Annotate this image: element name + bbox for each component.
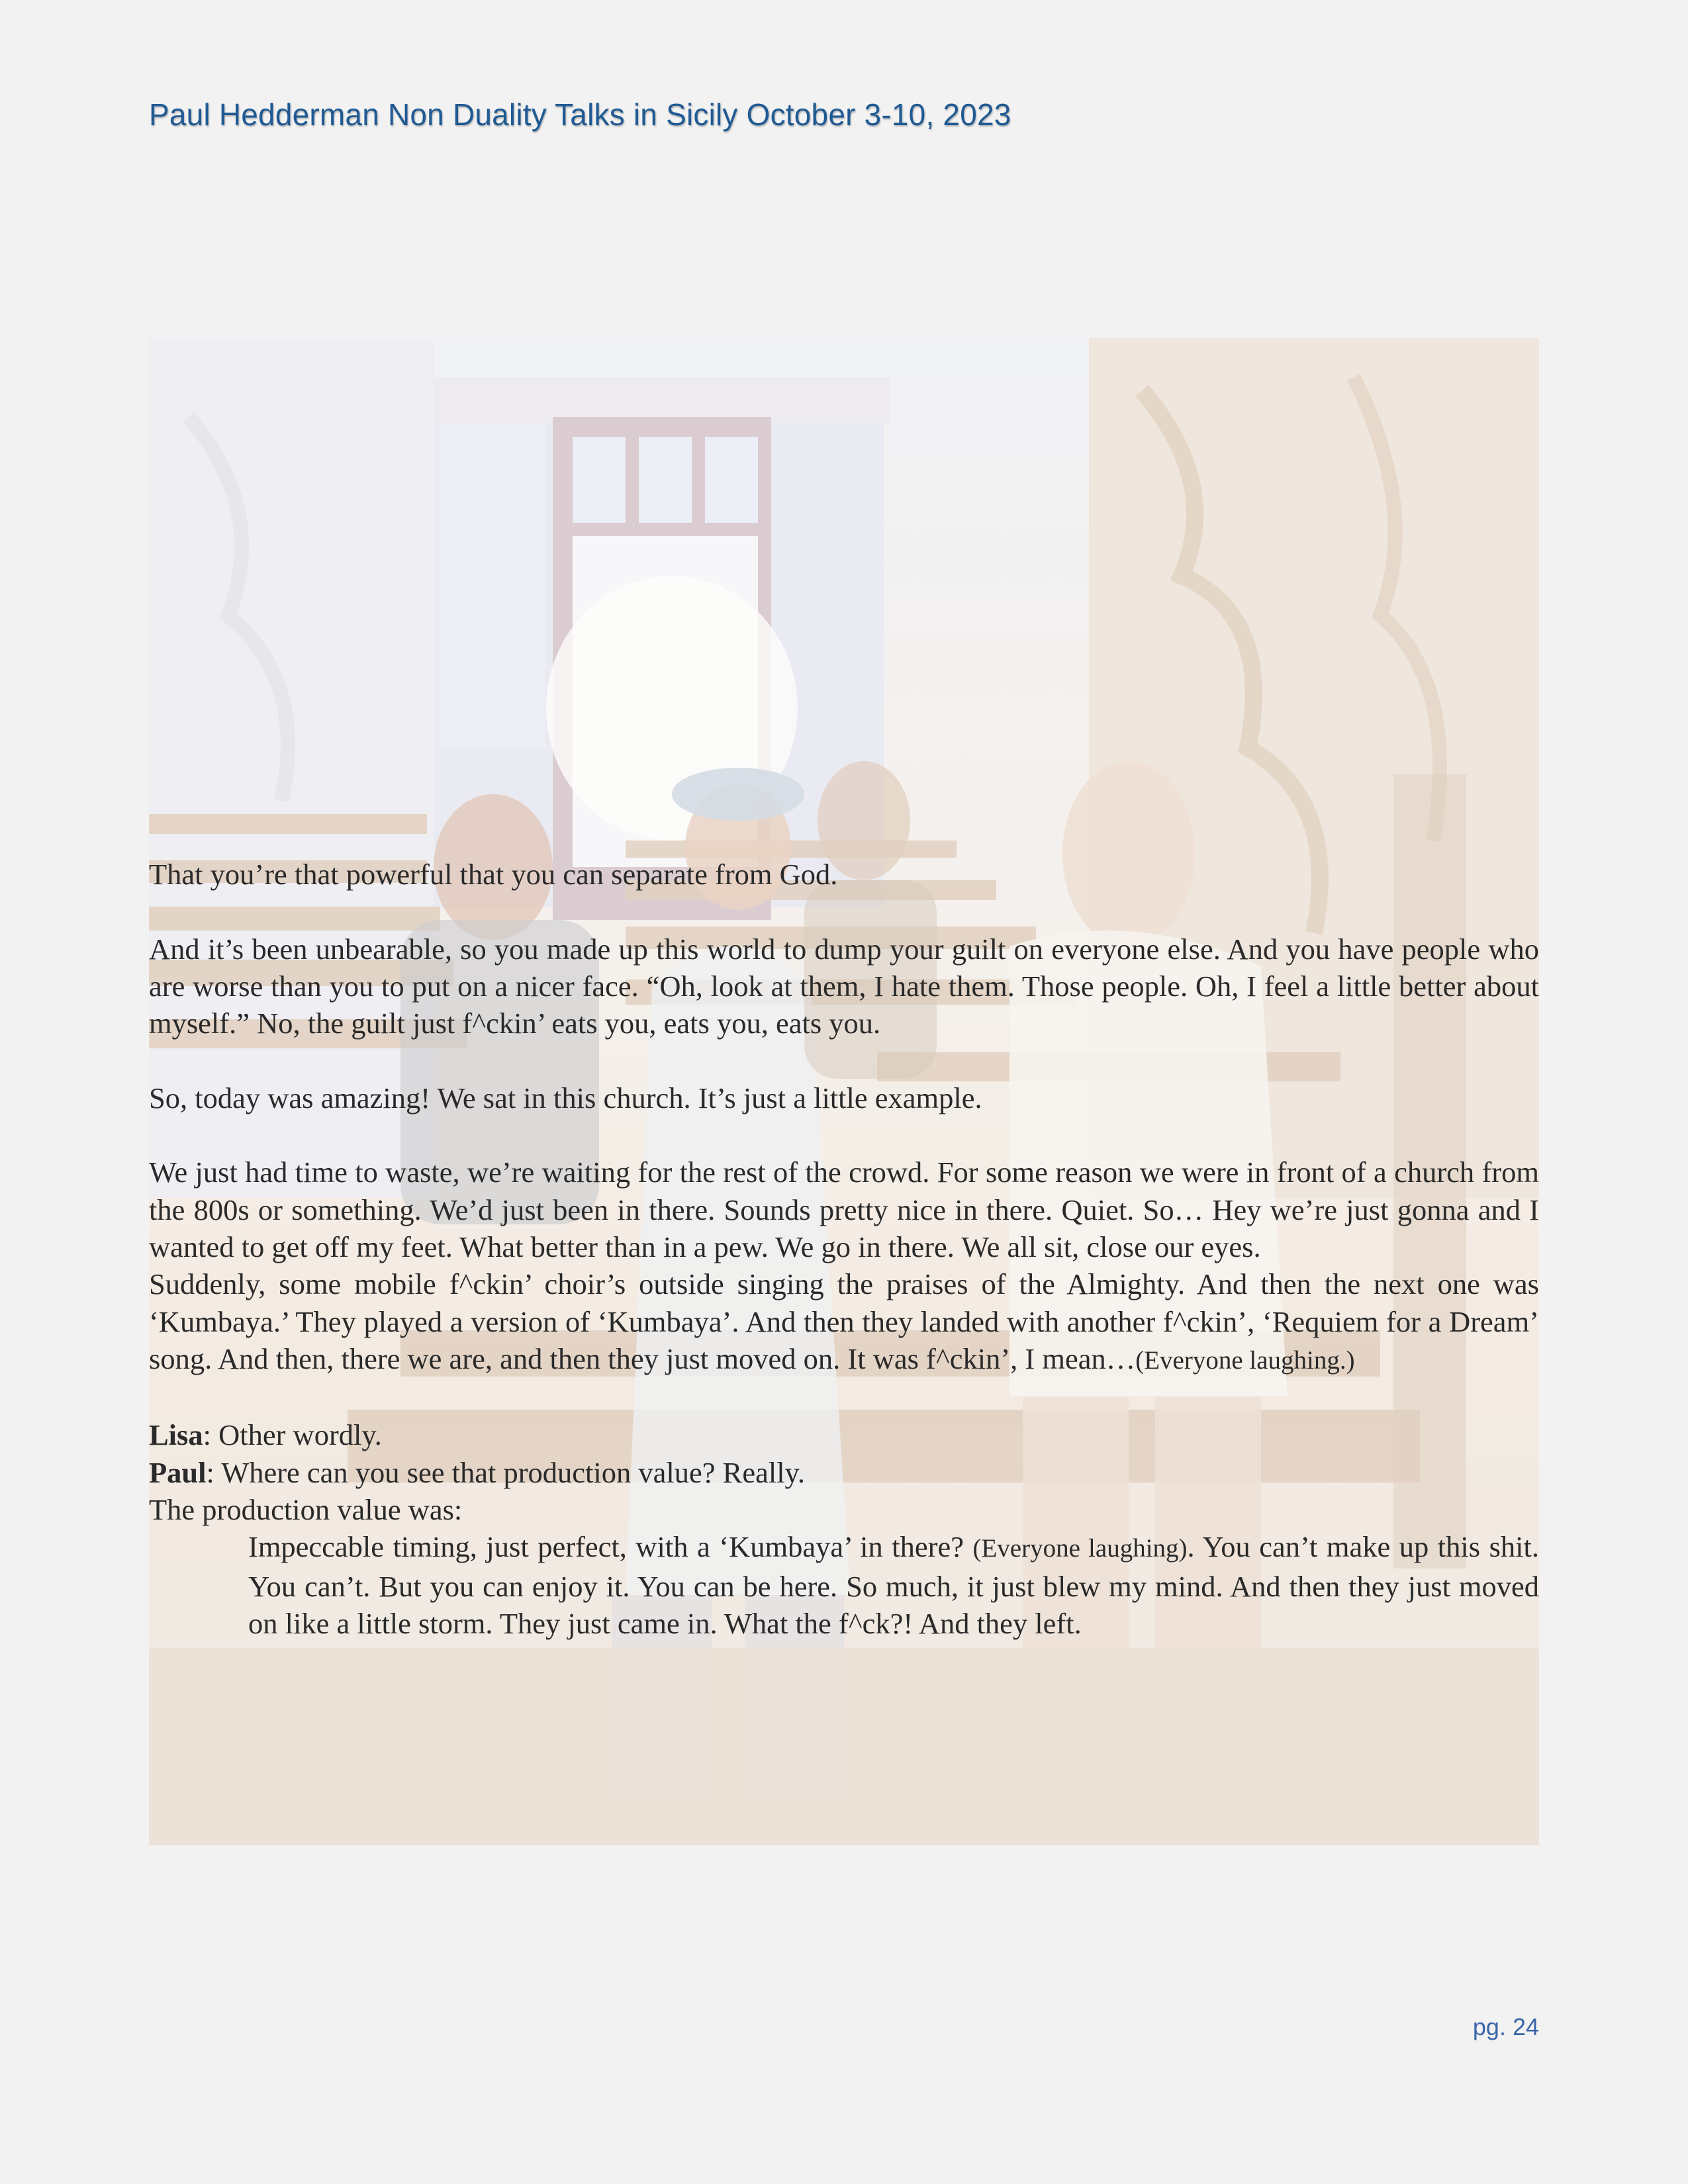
speaker-name: Paul	[149, 1455, 207, 1489]
paragraph: So, today was amazing! We sat in this church. It’s just a little example.	[149, 1081, 982, 1115]
paragraph: We just had time to waste, we’re waiting for the rest of the crowd. For some reason we were in front of a church from the 800s or something. We’d just been in there. Sounds pretty nice in there. Quiet. So… Hey we’re just gonna and I wanted to get off my feet. What better than in a pew. We go in there. We all sit, close our eyes.	[149, 1156, 1539, 1263]
paragraph: And it’s been unbearable, so you made up this world to dump your guilt on everyone else. And you have people who are worse than you to put on a nicer face. “Oh, look at them, I hate them. Those people. Oh, I feel a little better about myself.” No, the guilt just f^ckin’ eats you, eats you, eats you.	[149, 932, 1539, 1040]
dialogue-text: : Other wordly.	[203, 1418, 382, 1452]
paragraph: The production value was:	[149, 1493, 463, 1527]
page-number: pg. 24	[1472, 2013, 1539, 2040]
indented-quote	[248, 1528, 1539, 1642]
page-header-title: Paul Hedderman Non Duality Talks in Sicily October 3-10, 2023	[149, 97, 1011, 132]
quote-text: . You can’t make up this shit. You can’t. But you can enjoy it. You can be here. So much, it just blew my mind. And then they just moved on like a little storm. They just came in. What the f^ck?! And they left.	[248, 1530, 1539, 1640]
stage-note: (Everyone laughing.)	[1135, 1345, 1355, 1375]
dialogue-text: : Where can you see that production value? Really.	[206, 1455, 806, 1489]
dialogue-line	[149, 1416, 1539, 1453]
dialogue-line	[149, 1454, 1539, 1491]
quote-text: Impeccable timing, just perfect, with a ‘Kumbaya’ in there?	[248, 1530, 973, 1564]
paragraph	[149, 1265, 1539, 1379]
stage-note: (Everyone laughing)	[972, 1534, 1188, 1563]
speaker-name: Lisa	[149, 1418, 203, 1452]
paragraph: That you’re that powerful that you can separate from God.	[149, 858, 838, 891]
transcript-body	[149, 856, 1539, 1642]
paragraph-text: Suddenly, some mobile f^ckin’ choir’s outside singing the praises of the Almighty. And then the next one was ‘Kumbaya.’ They played a version of ‘Kumbaya’. And then they landed with another f^ckin’, ‘Requiem for a Dream’ song. And then, there we are, and then they just moved on. It was f^ckin’, I mean…	[149, 1267, 1539, 1375]
